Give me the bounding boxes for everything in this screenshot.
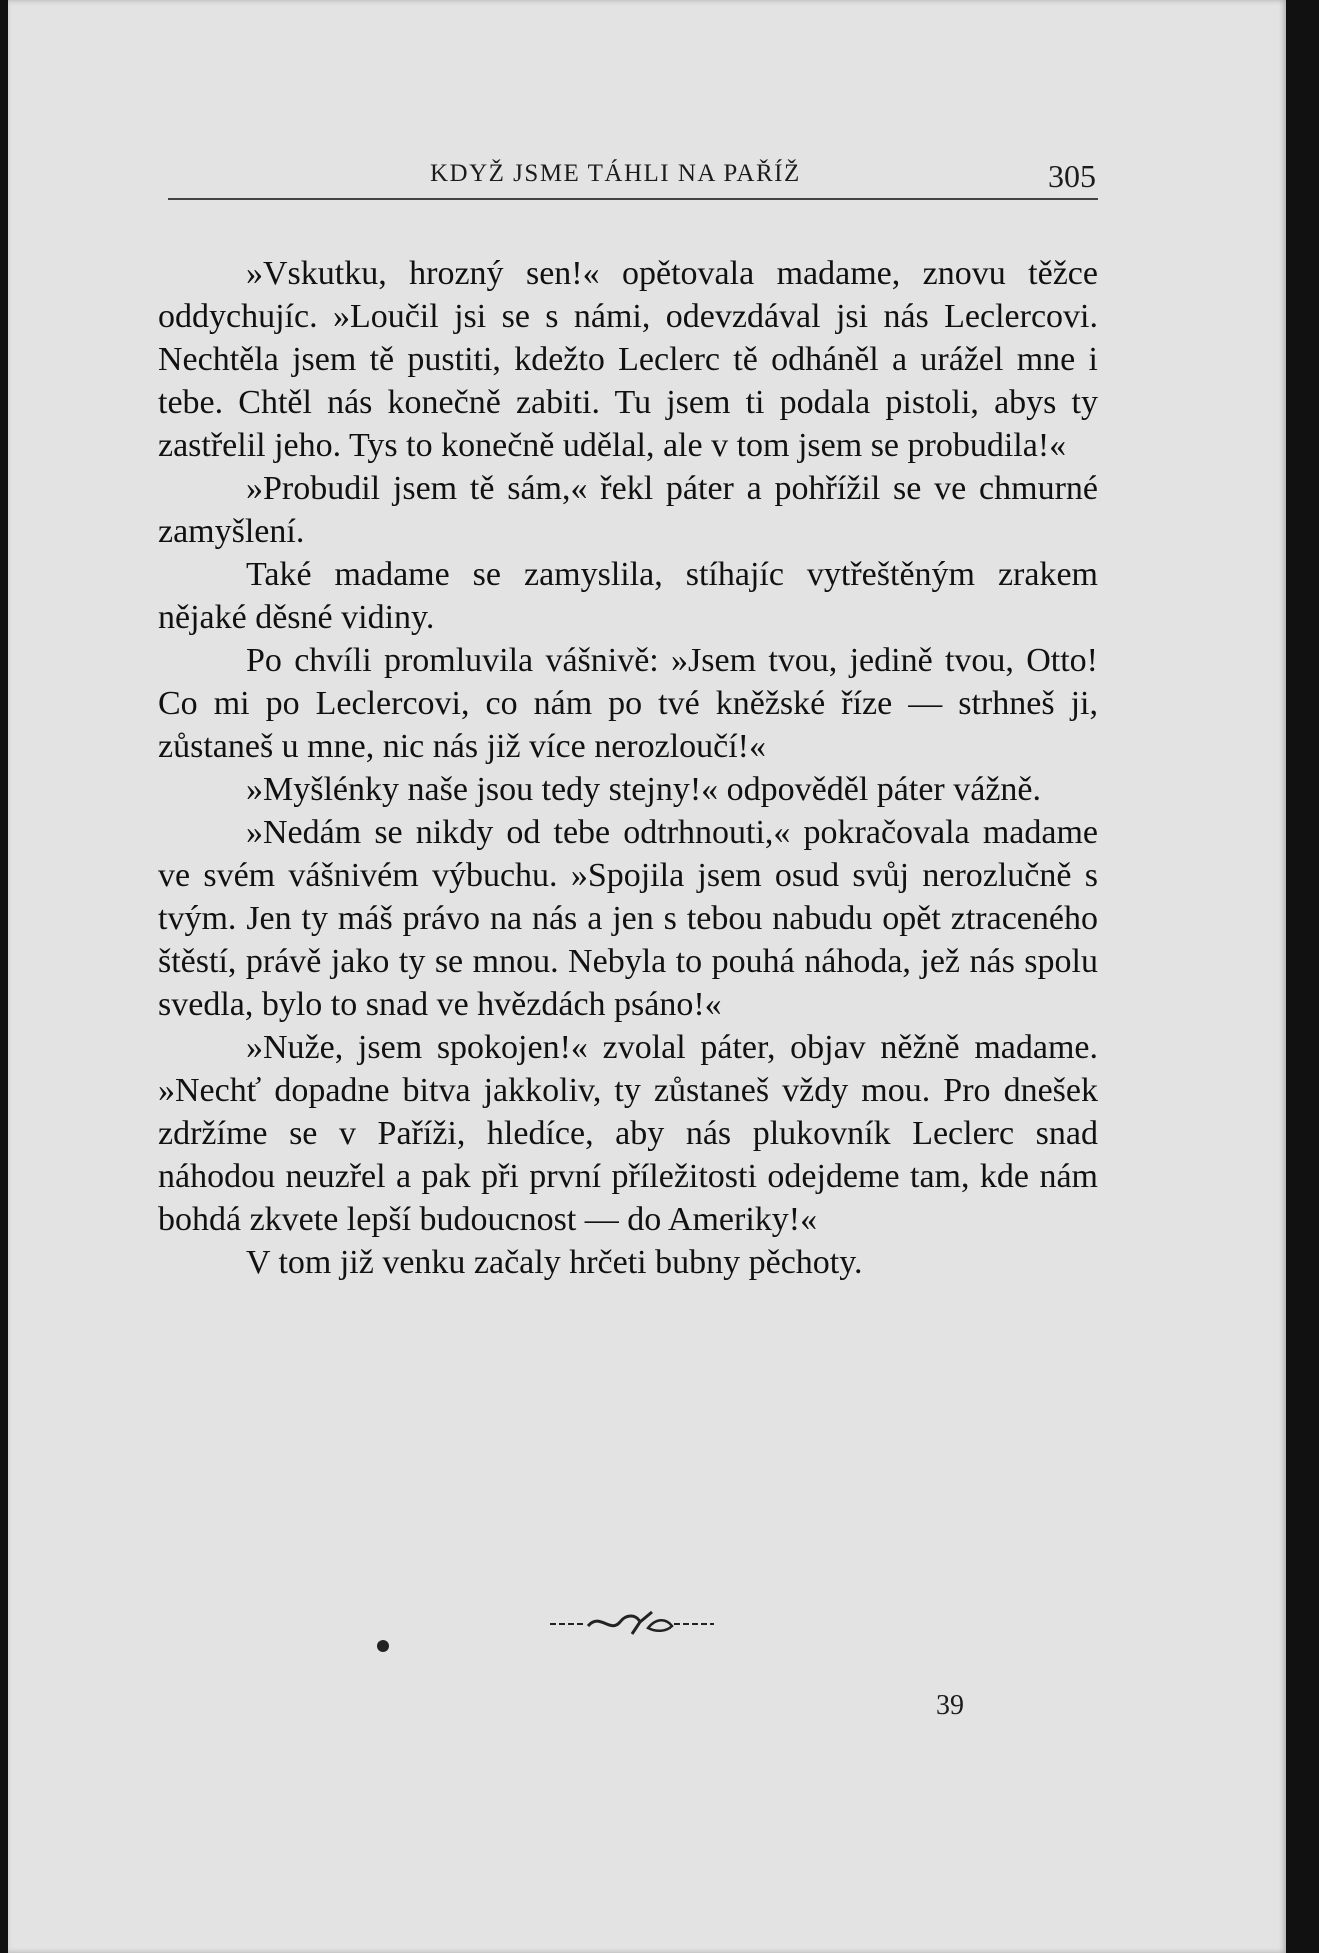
paragraph: »Probudil jsem tě sám,« řekl páter a pohřížil se ve chmurné zamyšlení. xyxy=(158,470,1098,550)
paragraph: »Vskutku, hrozný sen!« opětovala madame, znovu těžce oddychujíc. »Loučil jsi se s námi, odevzdával jsi nás Leclercovi. Nechtěla jsem tě pustiti, kdežto Leclerc tě odháněl a urážel mne i tebe. Chtěl nás konečně zabiti. Tu jsem ti podala pistoli, abys ty zastřelil jeho. Tys to konečně udělal, ale v tom jsem se probudila!« xyxy=(158,255,1098,464)
paragraph: »Myšlénky naše jsou tedy stejny!« odpověděl páter vážně. xyxy=(246,771,1042,808)
paragraph: Po chvíli promluvila vášnivě: »Jsem tvou, jedině tvou, Otto! Co mi po Leclercovi, co nám po tvé kněžské říze — strhneš ji, zůstaneš u mne, nic nás již více nerozloučí!« xyxy=(158,642,1098,765)
paragraph: V tom již venku začaly hrčeti bubny pěchoty. xyxy=(246,1244,863,1281)
header-rule xyxy=(168,198,1098,200)
running-title: KDYŽ JSME TÁHLI NA PAŘÍŽ xyxy=(430,160,801,187)
paragraph: »Nuže, jsem spokojen!« zvolal páter, objav něžně madame. »Nechť dopadne bitva jakkoliv, ty zůstaneš vždy mou. Pro dnešek zdržíme se v Paříži, hledíce, aby nás plukovník Leclerc snad náhodou neuzřel a pak při první příležitosti odejdeme tam, kde nám bohdá zkvete lepší budoucnost — do Ameriky!« xyxy=(158,1029,1098,1238)
paragraph: »Nedám se nikdy od tebe odtrhnouti,« pokračovala madame ve svém vášnivém výbuchu. »Spojila jsem osud svůj nerozlučně s tvým. Jen ty máš právo na nás a jen s tebou nabudu opět ztraceného štěstí, právě jako ty se mnou. Nebyla to pouhá náhoda, jež nás spolu svedla, bylo to snad ve hvězdách psáno!« xyxy=(158,814,1098,1023)
signature-mark: 39 xyxy=(936,1690,964,1721)
page-header xyxy=(168,152,1098,202)
ink-dot xyxy=(377,1640,389,1652)
book-page xyxy=(8,0,1286,1953)
body-text xyxy=(158,252,1098,1284)
page-number: 305 xyxy=(1048,158,1096,194)
paragraph: Také madame se zamyslila, stíhajíc vytřeštěným zrakem nějaké děsné vidiny. xyxy=(158,556,1098,636)
vignette-ornament-icon xyxy=(548,1604,718,1644)
